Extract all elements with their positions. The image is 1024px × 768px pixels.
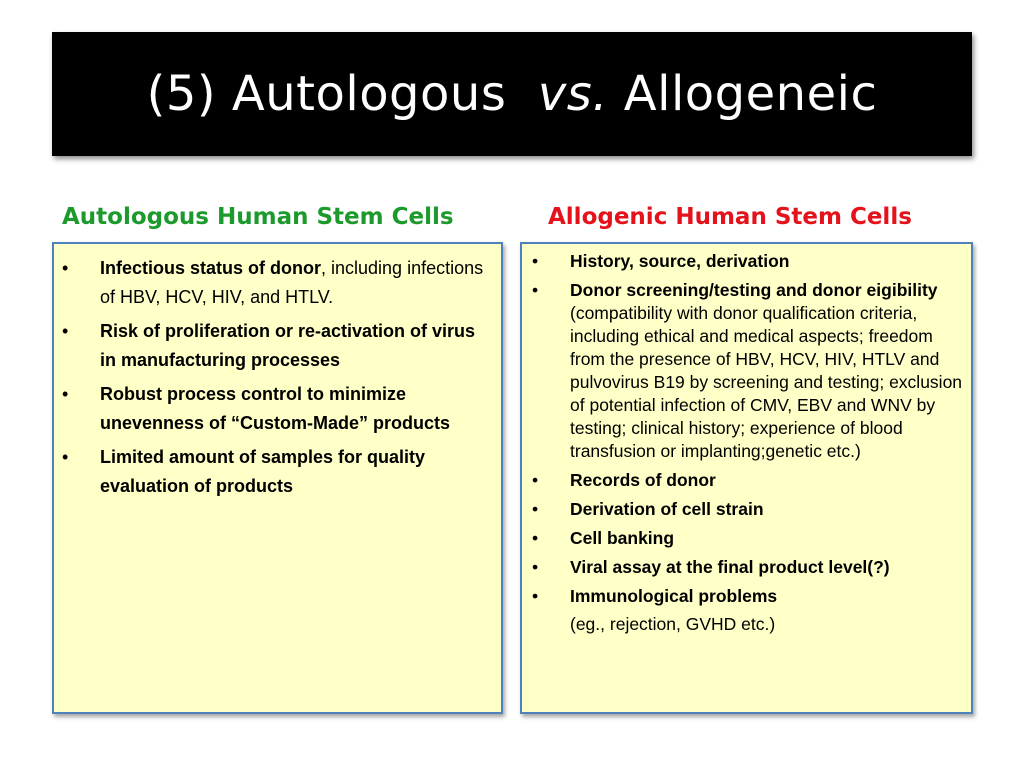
allogenic-panel — [520, 242, 973, 714]
item-bold-text: Robust process control to minimize unevenness of “Custom-Made” products — [100, 384, 451, 433]
autologous-list-item — [54, 380, 491, 438]
item-bold-text: Derivation of cell strain — [570, 499, 764, 519]
bullet-marker: • — [532, 499, 539, 519]
bullet-marker: • — [532, 528, 539, 548]
item-bold-text: Records of donor — [570, 470, 716, 490]
allogenic-list-item — [522, 469, 965, 492]
autologous-list-item — [54, 317, 491, 375]
bullet-marker: • — [62, 384, 69, 404]
allogenic-list-item — [522, 556, 965, 579]
autologous-list-item — [54, 254, 491, 312]
bullet-marker: • — [532, 251, 539, 271]
allogenic-list-item — [522, 498, 965, 521]
bullet-marker: • — [532, 557, 539, 577]
item-bold-text: Cell banking — [570, 528, 675, 548]
autologous-heading: Autologous Human Stem Cells — [62, 204, 454, 230]
bullet-marker: • — [532, 280, 539, 300]
slide-title — [147, 66, 878, 122]
bullet-marker: • — [532, 586, 539, 606]
item-bold-text: History, source, derivation — [570, 251, 790, 271]
item-subtext: (eg., rejection, GVHD etc.) — [570, 614, 776, 634]
bullet-marker: • — [62, 258, 69, 278]
bullet-marker: • — [532, 470, 539, 490]
allogenic-list-item — [522, 279, 965, 463]
allogenic-list-item — [522, 250, 965, 273]
allogenic-list-item — [522, 527, 965, 550]
item-bold-text: Donor screening/testing and donor eigibility — [570, 280, 938, 300]
title-vs: vs. — [537, 66, 609, 122]
item-text: , including infections of HBV, HCV, HIV, and HTLV. — [100, 258, 484, 307]
allogenic-list-item — [522, 585, 965, 640]
bullet-marker: • — [62, 447, 69, 467]
item-bold-text: Infectious status of donor — [100, 258, 322, 278]
title-bar — [52, 32, 972, 156]
item-bold-text: Risk of proliferation or re-activation of virus in manufacturing processes — [100, 321, 476, 370]
item-text: (compatibility with donor qualification criteria, including ethical and medical aspects; freedom from the presence of HBV, HCV, HIV, HTLV and pulvovirus B19 by screening and testing; exclusion of potential infection of CMV, EBV and WNV by testing; clinical history; experience of blood transfusion or implanting;genetic etc.) — [570, 303, 963, 461]
allogenic-list — [522, 250, 965, 640]
bullet-marker: • — [62, 321, 69, 341]
item-bold-text: Limited amount of samples for quality evaluation of products — [100, 447, 426, 496]
item-bold-text: Immunological problems — [570, 586, 778, 606]
autologous-panel — [52, 242, 503, 714]
autologous-list-item — [54, 443, 491, 501]
item-bold-text: Viral assay at the final product level(?) — [570, 557, 890, 577]
title-prefix: (5) Autologous — [146, 66, 538, 122]
allogenic-heading: Allogenic Human Stem Cells — [548, 204, 912, 230]
autologous-list — [54, 254, 491, 501]
title-suffix: Allogeneic — [608, 66, 878, 122]
